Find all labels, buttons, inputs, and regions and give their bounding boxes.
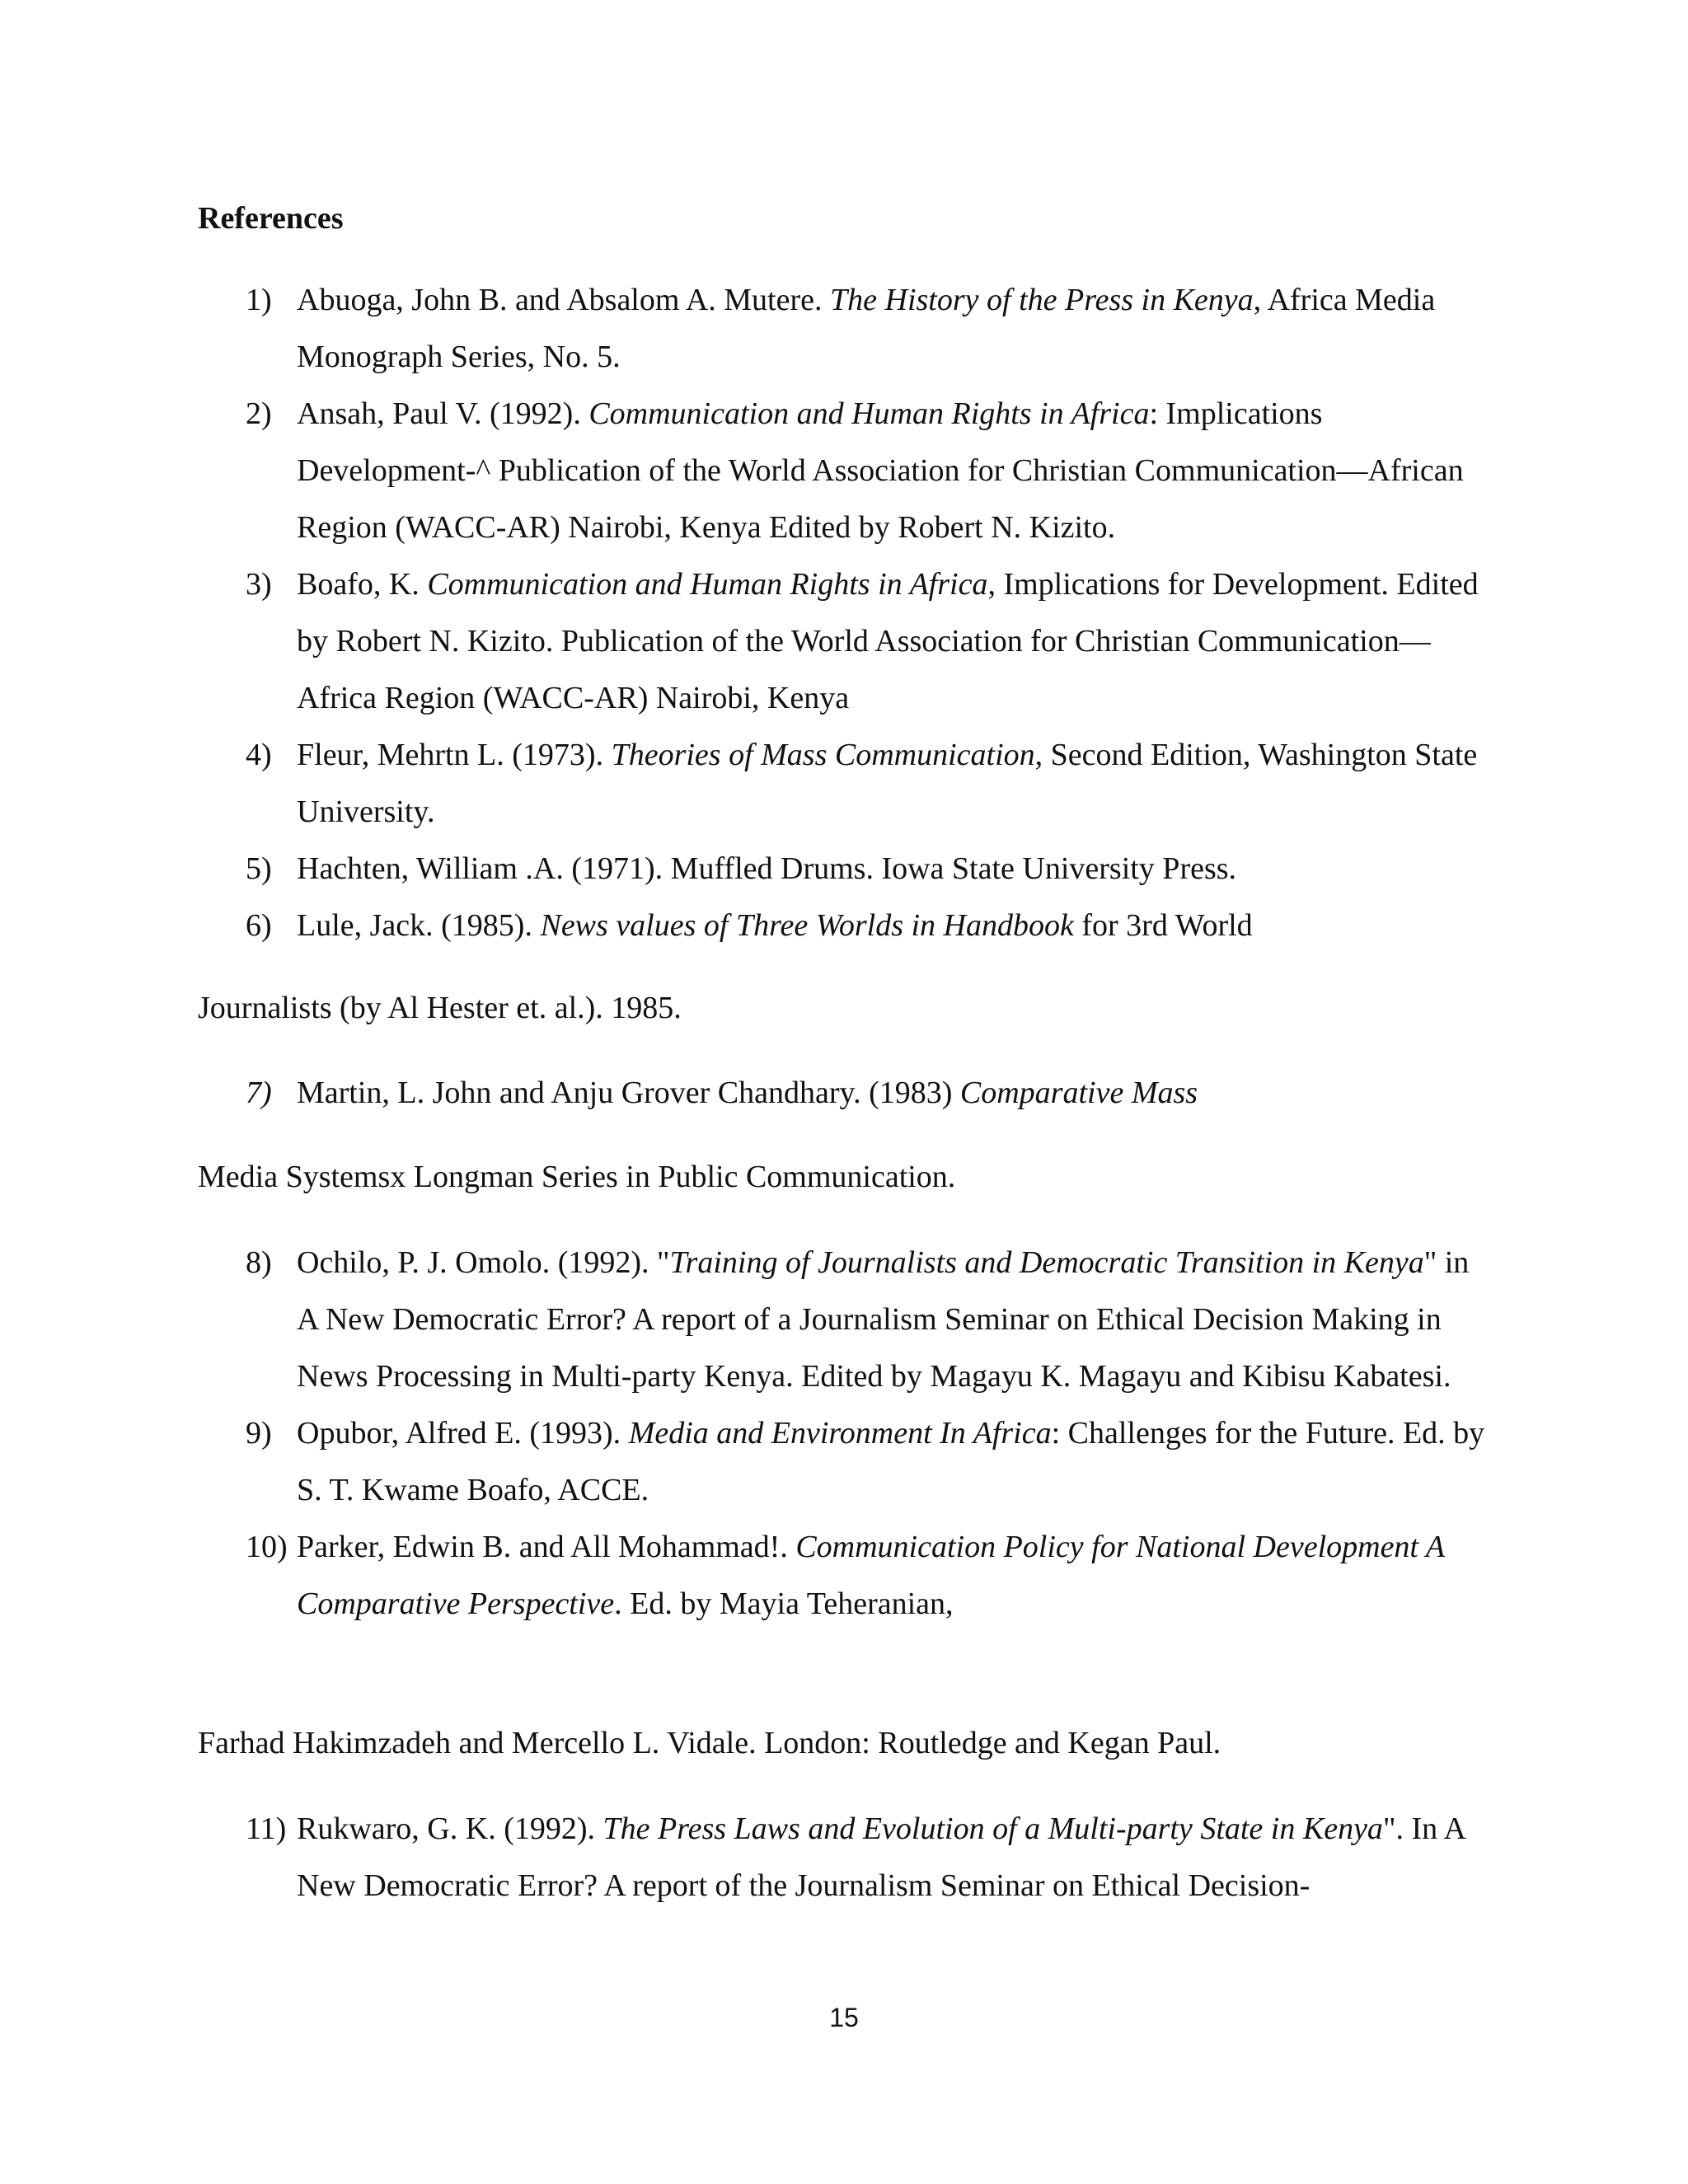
reference-number: 3) [246, 567, 272, 602]
references-heading: References [198, 201, 344, 236]
reference-item-11 [0, 1801, 1688, 1915]
reference-title: Communication Policy for National Development A Comparative Perspective [297, 1530, 1445, 1621]
reference-item-7 [0, 1065, 1688, 1122]
reference-text: Martin, L. John and Anju Grover Chandhary. (1983) [297, 1076, 960, 1110]
reference-text-tail: , Implications for Development. Edited by Robert N. Kizito. Publication of the World Association for Christian Communication—Africa Region (WACC-AR) Nairobi, Kenya [297, 567, 1479, 715]
reference-number: 5) [246, 851, 272, 886]
reference-number: 4) [246, 738, 272, 772]
reference-title: Comparative Mass [959, 1076, 1198, 1110]
reference-item-3 [0, 556, 1688, 727]
reference-number: 1) [246, 283, 272, 317]
reference-number: 2) [246, 396, 272, 431]
reference-item-2 [0, 386, 1688, 556]
reference-text: Ochilo, P. J. Omolo. (1992). " [297, 1245, 670, 1280]
reference-item-10 [0, 1519, 1688, 1633]
reference-title: The History of the Press in Kenya [830, 283, 1254, 317]
reference-title: The Press Laws and Evolution of a Multi-party State in Kenya [603, 1811, 1383, 1846]
reference-title: News values of Three Worlds in Handbook [540, 908, 1074, 943]
reference-text: Ansah, Paul V. (1992). [297, 396, 589, 431]
reference-continuation-10: Farhad Hakimzadeh and Mercello L. Vidale. London: Routledge and Kegan Paul. [198, 1726, 1221, 1760]
reference-continuation-7: Media Systemsx Longman Series in Public Communication. [198, 1160, 956, 1194]
reference-item-6 [0, 898, 1688, 954]
reference-number: 8) [246, 1245, 272, 1280]
reference-number: 6) [246, 908, 272, 943]
reference-text-tail: " in A New Democratic Error? A report of a Journalism Seminar on Ethical Decision Making in News Processing in Multi-party Kenya. Edited by Magayu K. Magayu and Kibisu Kabatesi. [297, 1245, 1470, 1394]
reference-text: Rukwaro, G. K. (1992). [297, 1811, 603, 1846]
reference-list-block-1 [0, 272, 1688, 954]
reference-text: Abuoga, John B. and Absalom A. Mutere. [297, 283, 831, 317]
reference-list-block-3 [0, 1235, 1688, 1633]
reference-text: Hachten, William .A. (1971). Muffled Drums. Iowa State University Press. [297, 851, 1237, 886]
reference-number: 10) [246, 1530, 288, 1564]
reference-title: Training of Journalists and Democratic Transition in Kenya [669, 1245, 1424, 1280]
reference-list-block-2 [0, 1065, 1688, 1122]
reference-text: Fleur, Mehrtn L. (1973). [297, 738, 612, 772]
reference-title: Theories of Mass Communication [611, 738, 1035, 772]
reference-text-tail: ". In A New Democratic Error? A report of the Journalism Seminar on Ethical Decision- [297, 1811, 1465, 1903]
page-number: 15 [829, 2003, 859, 2032]
reference-text-tail: , Africa Media Monograph Series, No. 5. [297, 283, 1436, 374]
reference-text-tail: for 3rd World [1073, 908, 1253, 943]
reference-number: 7) [246, 1076, 272, 1110]
reference-text: Parker, Edwin B. and All Mohammad!. [297, 1530, 796, 1564]
reference-continuation-6: Journalists (by Al Hester et. al.). 1985. [198, 991, 682, 1025]
reference-text: Boafo, K. [297, 567, 428, 602]
reference-text: Lule, Jack. (1985). [297, 908, 541, 943]
reference-text: Opubor, Alfred E. (1993). [297, 1416, 629, 1451]
reference-item-5 [0, 841, 1688, 898]
reference-text-tail: . Ed. by Mayia Teheranian, [614, 1586, 954, 1621]
reference-list-block-4 [0, 1801, 1688, 1915]
reference-title: Communication and Human Rights in Africa [427, 567, 988, 602]
reference-text-tail: , Second Edition, Washington State University. [297, 738, 1478, 829]
reference-text-tail: : Challenges for the Future. Ed. by S. T. Kwame Boafo, ACCE. [297, 1416, 1485, 1507]
reference-item-9 [0, 1405, 1688, 1519]
reference-item-1 [0, 272, 1688, 386]
reference-item-4 [0, 727, 1688, 841]
reference-number: 11) [246, 1811, 287, 1846]
reference-item-8 [0, 1235, 1688, 1405]
reference-text-tail: : Implications Development-^ Publication of the World Association for Christian Communication—African Region (WACC-AR) Nairobi, Kenya Edited by Robert N. Kizito. [297, 396, 1464, 545]
reference-title: Media and Environment In Africa [628, 1416, 1052, 1451]
reference-title: Communication and Human Rights in Africa [588, 396, 1150, 431]
reference-number: 9) [246, 1416, 272, 1451]
